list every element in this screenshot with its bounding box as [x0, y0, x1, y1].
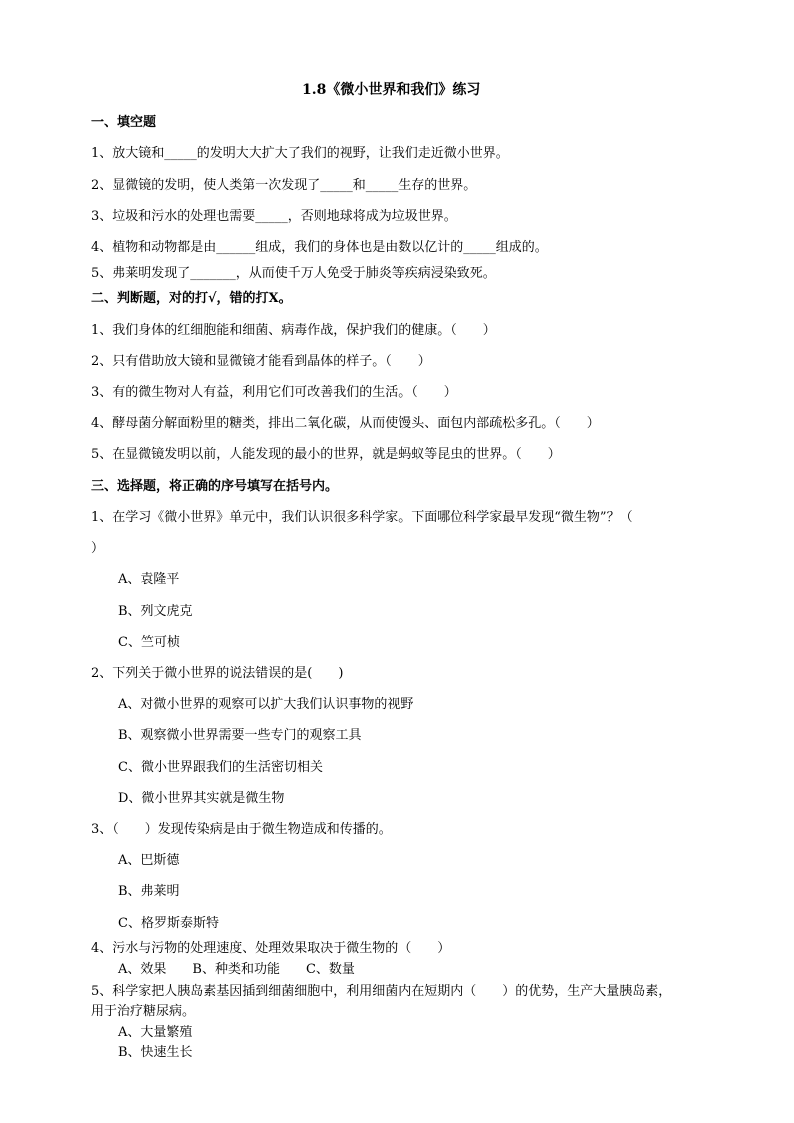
choice-question-2-option-c: C、微小世界跟我们的生活密切相关 [118, 760, 323, 775]
fill-blank-question-1: 1、放大镜和_____的发明大大扩大了我们的视野，让我们走近微小世界。 [91, 146, 509, 161]
choice-question-4-options: A、效果 B、种类和功能 C、数量 [118, 962, 355, 977]
fill-blank-question-4: 4、植物和动物都是由______组成，我们的身体也是由数以亿计的_____组成的。 [91, 240, 548, 255]
fill-blank-question-2: 2、显微镜的发明，使人类第一次发现了_____和_____生存的世界。 [91, 178, 477, 193]
fill-blank-question-3: 3、垃圾和污水的处理也需要_____，否则地球将成为垃圾世界。 [91, 209, 457, 224]
choice-question-2-option-b: B、观察微小世界需要一些专门的观察工具 [118, 728, 362, 743]
fill-blank-question-5: 5、弗莱明发现了_______，从而使千万人免受于肺炎等疾病浸染致死。 [91, 266, 496, 281]
choice-question-5-stem: 5、科学家把人胰岛素基因插到细菌细胞中，利用细菌内在短期内（ ）的优势，生产大量胰岛素， [91, 984, 672, 999]
choice-question-5-option-a: A、大量繁殖 [118, 1025, 193, 1040]
choice-question-2-stem: 2、下列关于微小世界的说法错误的是( ) [91, 666, 344, 681]
section-fill-blank-heading: 一、填空题 [91, 115, 157, 130]
page-title: 1.8《微小世界和我们》练习 [302, 82, 481, 98]
choice-question-1-stem-continued: ） [91, 541, 105, 556]
choice-question-1-option-c: C、竺可桢 [118, 635, 180, 650]
choice-question-5-stem-continued: 用于治疗糖尿病。 [91, 1004, 196, 1019]
section-true-false-heading: 二、判断题，对的打√，错的打X。 [91, 291, 292, 306]
choice-question-2-option-a: A、对微小世界的观察可以扩大我们认识事物的视野 [118, 697, 414, 712]
choice-question-5-option-b: B、快速生长 [118, 1045, 193, 1060]
true-false-question-1: 1、我们身体的红细胞能和细菌、病毒作战，保护我们的健康。（ ） [91, 323, 496, 338]
true-false-question-3: 3、有的微生物对人有益，利用它们可改善我们的生活。（ ） [91, 385, 457, 400]
choice-question-3-option-b: B、弗莱明 [118, 884, 180, 899]
choice-question-1-stem: 1、在学习《微小世界》单元中，我们认识很多科学家。下面哪位科学家最早发现“微生物”？（ [91, 510, 633, 525]
true-false-question-4: 4、酵母菌分解面粉里的糖类，排出二氧化碳，从而使馒头、面包内部疏松多孔。（ ） [91, 416, 600, 431]
true-false-question-2: 2、只有借助放大镜和显微镜才能看到晶体的样子。（ ） [91, 354, 431, 369]
section-multiple-choice-heading: 三、选择题，将正确的序号填写在括号内。 [91, 479, 339, 494]
true-false-question-5: 5、在显微镜发明以前，人能发现的最小的世界，就是蚂蚁等昆虫的世界。（ ） [91, 447, 561, 462]
choice-question-1-option-a: A、袁隆平 [118, 572, 180, 587]
choice-question-2-option-d: D、微小世界其实就是微生物 [118, 791, 285, 806]
choice-question-1-option-b: B、列文虎克 [118, 604, 193, 619]
choice-question-3-option-a: A、巴斯德 [118, 853, 180, 868]
choice-question-3-option-c: C、格罗斯泰斯特 [118, 916, 219, 931]
choice-question-3-stem: 3、（ ）发现传染病是由于微生物造成和传播的。 [91, 822, 392, 837]
choice-question-4-stem: 4、污水与污物的处理速度、处理效果取决于微生物的（ ） [91, 941, 451, 956]
